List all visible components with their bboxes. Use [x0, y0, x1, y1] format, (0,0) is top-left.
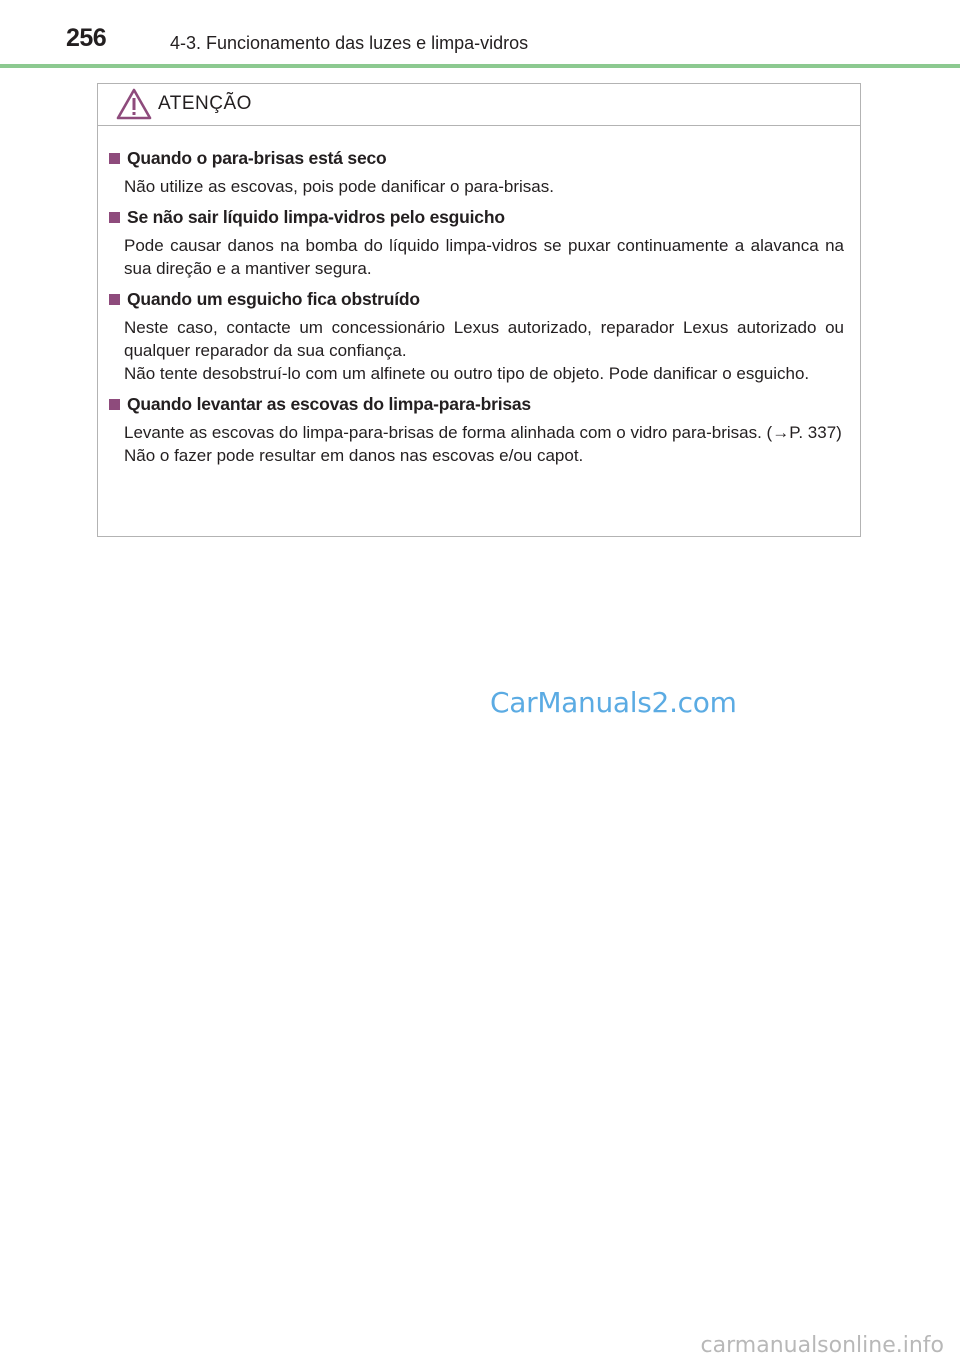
- item-paragraph: Não o fazer pode resultar em danos nas escovas e/ou capot.: [124, 446, 584, 465]
- item-heading-text: Quando levantar as escovas do limpa-para-brisas: [127, 394, 531, 414]
- item-heading-text: Se não sair líquido limpa-vidros pelo esguicho: [127, 207, 505, 227]
- item-text: [124, 421, 844, 467]
- item-paragraph: Não tente desobstruí-lo com um alfinete ou outro tipo de objeto. Pode danificar o esguicho.: [124, 364, 810, 383]
- square-bullet-icon: [109, 399, 120, 410]
- item-heading-text: Quando um esguicho fica obstruído: [127, 289, 420, 309]
- item-text: [124, 234, 844, 280]
- warning-item: [106, 286, 844, 385]
- item-heading-text: Quando o para-brisas está seco: [127, 148, 387, 168]
- page-header: [0, 0, 960, 68]
- warning-body: [98, 126, 860, 467]
- warning-title: ATENÇÃO: [158, 93, 252, 114]
- square-bullet-icon: [109, 153, 120, 164]
- item-heading: [106, 286, 844, 312]
- item-paragraph: Levante as escovas do limpa-para-brisas de forma alinhada com o vidro para-brisas. (→P. 337): [124, 423, 842, 442]
- watermark-carmanuals2: CarManuals2.com: [490, 686, 737, 719]
- item-heading: [106, 204, 844, 230]
- item-heading: [106, 145, 844, 171]
- item-paragraph: Pode causar danos na bomba do líquido limpa-vidros se puxar continuamente a alavanca na sua direção e a mantiver segura.: [124, 236, 844, 278]
- section-title: 4-3. Funcionamento das luzes e limpa-vidros: [170, 33, 529, 53]
- square-bullet-icon: [109, 294, 120, 305]
- warning-item: [106, 145, 844, 198]
- square-bullet-icon: [109, 212, 120, 223]
- item-paragraph: Não utilize as escovas, pois pode danificar o para-brisas.: [124, 177, 554, 196]
- warning-triangle-icon: [116, 88, 152, 120]
- warning-box: [97, 83, 861, 537]
- warning-item: [106, 391, 844, 467]
- item-paragraph: Neste caso, contacte um concessionário Lexus autorizado, reparador Lexus autorizado ou qualquer reparador da sua confiança.: [124, 318, 844, 360]
- item-text: [124, 175, 844, 198]
- watermark-carmanualsonline: carmanualsonline.info: [700, 1333, 944, 1358]
- warning-header: [98, 84, 860, 126]
- warning-item: [106, 204, 844, 280]
- page-number: 256: [66, 24, 107, 52]
- item-text: [124, 316, 844, 385]
- header-rule: [0, 64, 960, 68]
- item-heading: [106, 391, 844, 417]
